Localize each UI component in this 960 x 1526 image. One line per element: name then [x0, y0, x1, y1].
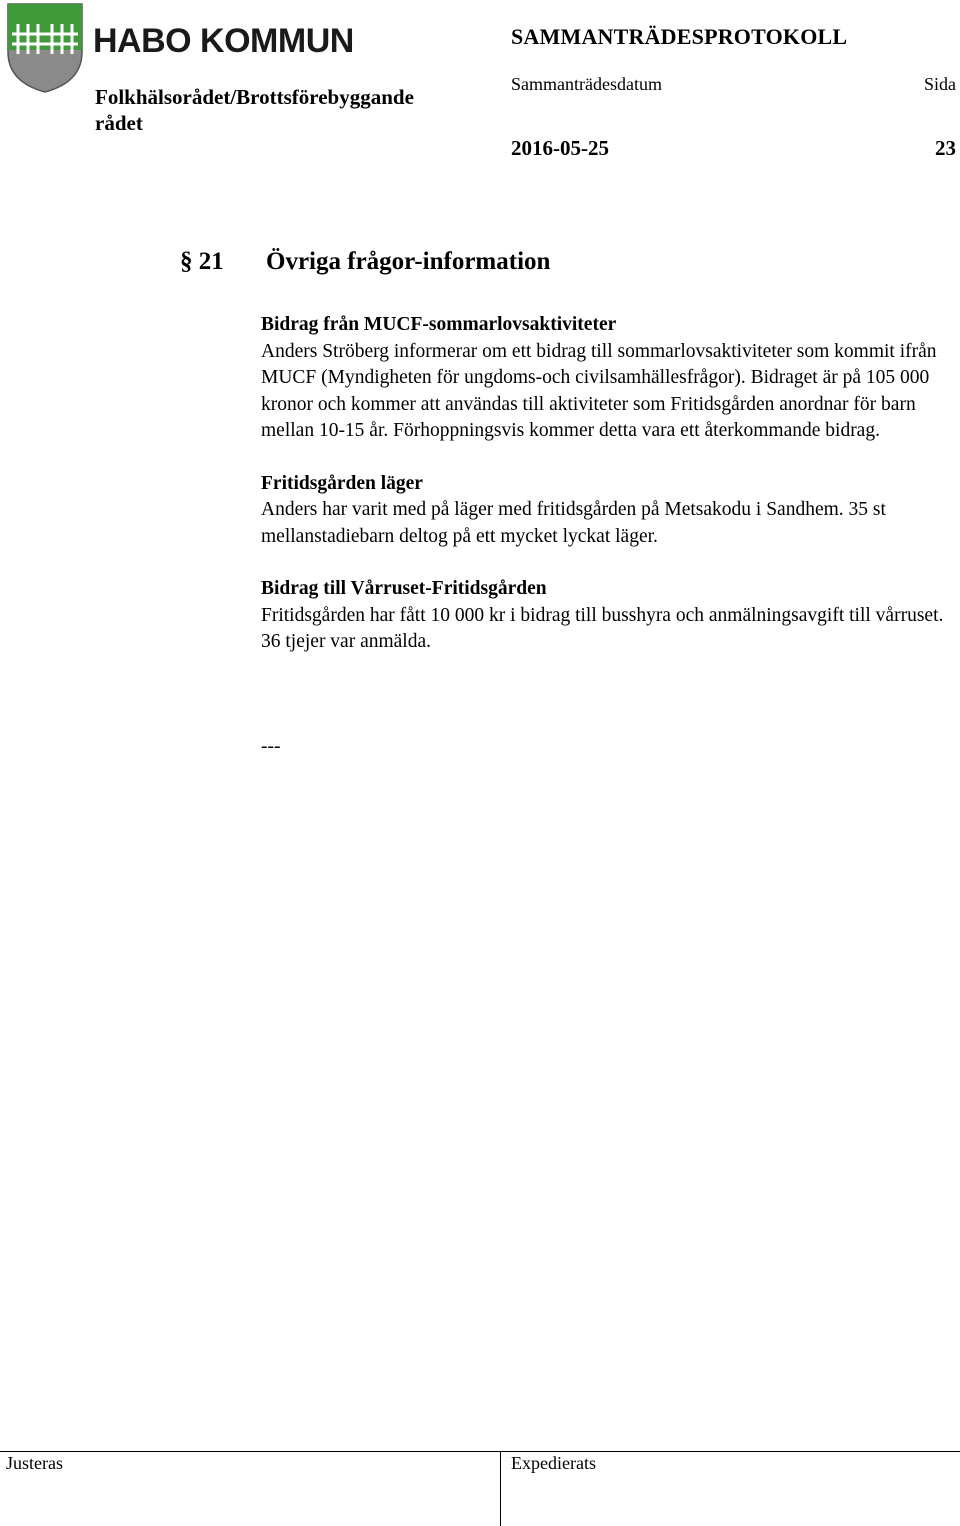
committee-name: Folkhälsorådet/Brottsförebyggande rådet: [95, 85, 414, 135]
end-mark: ---: [261, 736, 281, 757]
meeting-date-value: 2016-05-25: [511, 136, 609, 160]
item-block: [261, 312, 955, 445]
item-heading: Fritidsgården läger: [261, 472, 423, 494]
meeting-date-label: Sammanträdesdatum: [511, 74, 662, 94]
org-name: HABO KOMMUN: [93, 22, 354, 60]
footer-expedierats-label: Expedierats: [511, 1453, 596, 1473]
footer-divider-line: [0, 1451, 960, 1452]
item-body: Fritidsgården har fått 10 000 kr i bidrag till busshyra och anmälningsavgift till vårruset. 36 tjejer var anmälda.: [261, 604, 944, 652]
page-label: Sida: [923, 74, 956, 94]
item-block: [261, 471, 955, 551]
section-heading: [180, 248, 550, 276]
item-body: Anders Ströberg informerar om ett bidrag till sommarlovsaktiviteter som kommit ifrån MUCF (Myndigheten för ungdoms-och civilsamhällesfrågor). Bidraget är på 105 000 kronor och kommer att användas till aktiviteter som Fritidsgården anordnar för barn mellan 10-15 år. Förhoppningsvis kommer detta vara ett återkommande bidrag.: [261, 340, 937, 441]
coat-of-arms-icon: [6, 2, 92, 94]
item-block: [261, 576, 955, 656]
document-type: SAMMANTRÄDESPROTOKOLL: [511, 24, 848, 49]
footer-justeras-label: Justeras: [6, 1453, 63, 1473]
item-heading: Bidrag från MUCF-sommarlovsaktiviteter: [261, 314, 617, 335]
section-number: § 21: [180, 248, 224, 275]
section-title: Övriga frågor-information: [266, 248, 551, 275]
section-content: [261, 312, 955, 682]
item-heading: Bidrag till Vårruset-Fritidsgården: [261, 578, 547, 599]
footer-vertical-divider: [500, 1451, 501, 1526]
page-number: 23: [935, 136, 956, 160]
item-body: Anders har varit med på läger med fritidsgården på Metsakodu i Sandhem. 35 st mellanstadiebarn deltog på ett mycket lyckat läger.: [261, 499, 886, 547]
